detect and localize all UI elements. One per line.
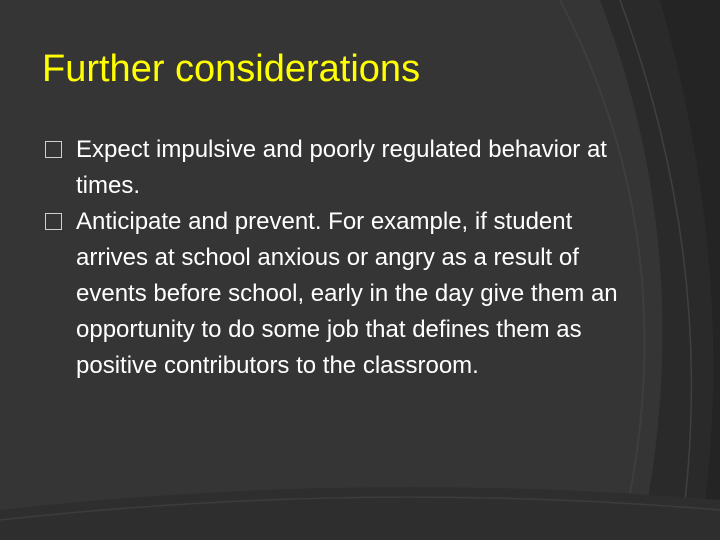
bullet-item [42,204,622,384]
bullet-item [42,132,622,204]
bullet-text: Anticipate and prevent. For example, if student arrives at school anxious or angry as a result of events before school, early in the day give them an opportunity to do some job that defines them as positive contributors to the classroom. [76,208,618,379]
slide-title: Further considerations [42,48,421,90]
square-bullet-icon [45,213,62,230]
square-bullet-icon [45,141,62,158]
bullet-list [42,132,622,384]
bullet-text: Expect impulsive and poorly regulated behavior at times. [76,136,607,199]
